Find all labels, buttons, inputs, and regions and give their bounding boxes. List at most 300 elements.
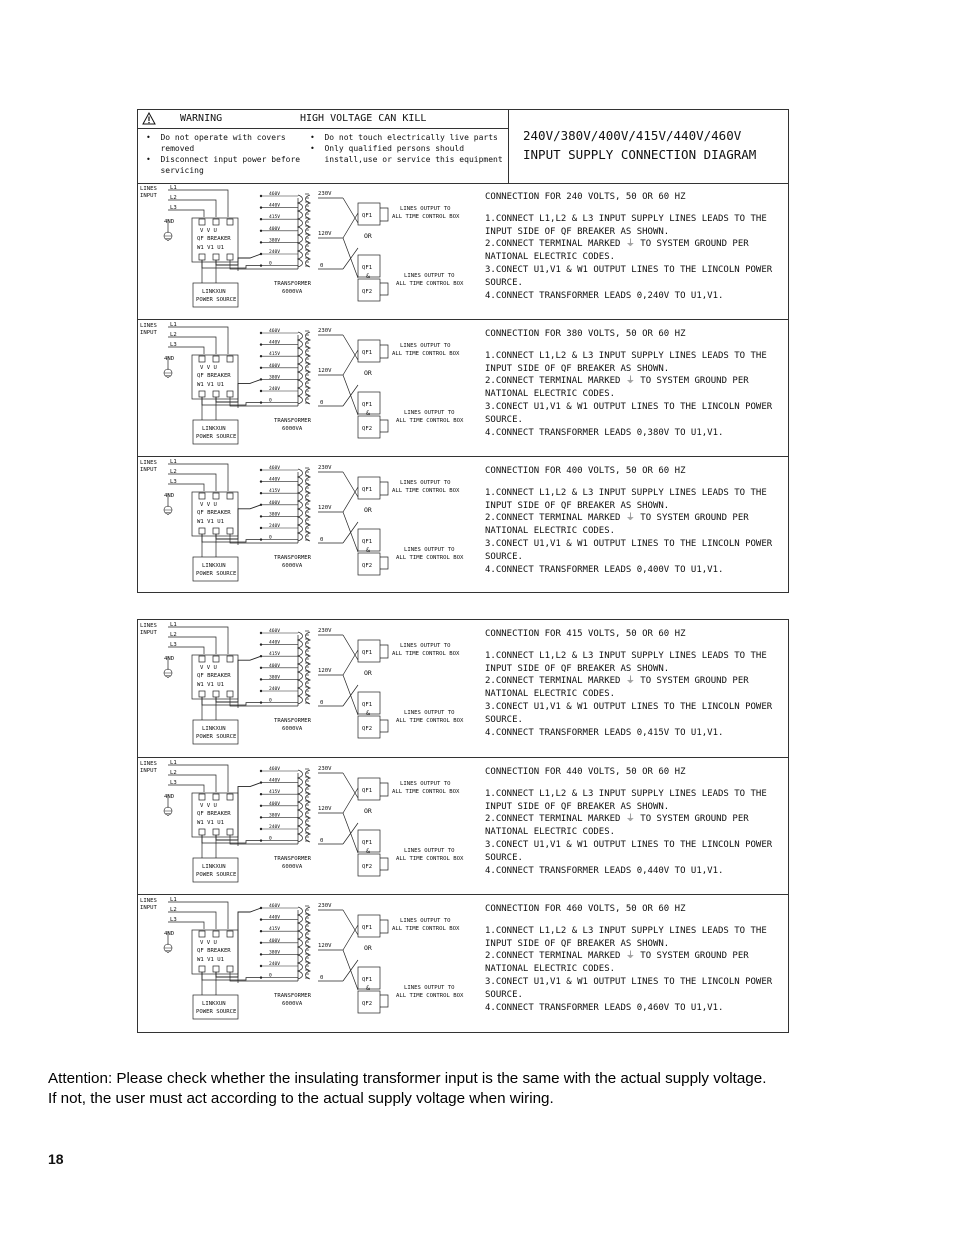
transformer-tap-label: 415V [269,352,281,358]
diagram-title: INPUT SUPPLY CONNECTION DIAGRAM [523,147,757,162]
connection-title: CONNECTION FOR 460 VOLTS, 50 OR 60 HZ [485,904,686,914]
transformer-tap-terminal [260,781,262,783]
transformer-tap-terminal [260,230,262,232]
wiring-schematic [138,758,483,895]
neutral-wire [202,534,261,542]
and-label: & [366,409,370,417]
transformer-tap-label: 400V [269,938,281,944]
warning-bullet: • Do not touch electrically live parts [310,133,498,142]
breaker-output-label: W1 V1 U1 [197,382,224,388]
transformer-tap-label: 380V [269,813,281,819]
ground-label: 4ND [164,794,175,800]
instruction-step: 3.CONECT U1,V1 & W1 OUTPUT LINES TO THE LINCOLN POWER [485,839,773,850]
transformer-tap-terminal [260,930,262,932]
instruction-step: 2.CONNECT TERMINAL MARKED ⏚ TO SYSTEM GROUND PER [485,376,749,387]
transformer-tap-label: 440V [269,640,281,646]
l1-label: L1 [170,622,177,628]
diagram-title-box [509,110,788,183]
transformer-tap-label: 0 [269,973,272,979]
instruction-step: 1.CONNECT L1,L2 & L3 INPUT SUPPLY LINES LEADS TO THE [485,350,767,361]
instruction-step: 4.CONNECT TRANSFORMER LEADS 0,460V TO U1,V1. [485,1002,724,1013]
l3-label: L3 [170,780,177,786]
neutral-wire [202,835,261,843]
l1-label: L1 [170,760,177,766]
transformer-tap-label: 240V [269,250,281,255]
instruction-step: 2.CONNECT TERMINAL MARKED ⏚ TO SYSTEM GROUND PER [485,513,749,524]
or-label: OR [364,944,372,952]
instruction-step: SOURCE. [485,551,523,562]
transformer-tap-terminal [260,401,262,403]
wiring-diagram [138,457,483,594]
transformer-label: TRANSFORMER [274,718,312,724]
breaker-output-label: W1 V1 U1 [197,245,224,251]
ground-label: 4ND [164,656,175,662]
and-label: & [366,709,370,717]
power-source-label: LINKXUN [202,864,226,870]
transformer-tap-terminal [260,690,262,692]
active-tap-wire [216,656,261,702]
power-source-label: LINKXUN [202,563,226,569]
secondary-0-label: 0 [320,975,324,981]
qf1-label: QF1 [362,650,373,656]
connection-instructions [485,766,788,877]
breaker-terminal-label: V V U [200,803,217,809]
qf1-label: QF1 [362,265,373,271]
transformer-tap-terminal [260,206,262,208]
power-source-label: POWER SOURCE [196,872,237,878]
instruction-step: 2.CONNECT TERMINAL MARKED ⏚ TO SYSTEM GROUND PER [485,239,749,250]
transformer-tap-terminal [260,492,262,494]
qf1-label: QF1 [362,840,373,846]
or-label: OR [364,369,372,377]
lines-output-label: LINES OUTPUT TO [404,410,455,416]
transformer-rating: 6000VA [282,289,303,295]
transformer-tap-label: 415V [269,790,281,796]
connection-section-380 [138,319,788,457]
transformer-rating: 6000VA [282,864,303,870]
transformer-tap-terminal [260,504,262,506]
transformer-tap-terminal [260,469,262,471]
instruction-step: 4.CONNECT TRANSFORMER LEADS 0,240V TO U1,V1. [485,290,724,301]
and-label: & [366,984,370,992]
transformer-tap-label: 380V [269,375,281,381]
instruction-step: NATIONAL ELECTRIC CODES. [485,964,616,975]
wiring-diagram [138,620,483,757]
transformer-tap-label: 440V [269,915,281,921]
qf1-label: QF1 [362,539,373,545]
power-source-label: POWER SOURCE [196,434,237,440]
secondary-0-label: 0 [320,400,324,406]
attention-note [48,1069,928,1109]
transformer-tap-label: 415V [269,489,281,495]
lines-output-label: ALL TIME CONTROL BOX [396,718,464,724]
lines-output-label: LINES OUTPUT TO [400,918,451,924]
lines-output-label: ALL TIME CONTROL BOX [396,418,464,424]
instruction-step: SOURCE. [485,277,523,288]
connection-diagram-panel-upper [137,109,789,593]
breaker-label: QF BREAKER [197,673,231,679]
instruction-step: 1.CONNECT L1,L2 & L3 INPUT SUPPLY LINES LEADS TO THE [485,487,767,498]
secondary-0-label: 0 [320,537,324,543]
instruction-step: 3.CONECT U1,V1 & W1 OUTPUT LINES TO THE LINCOLN POWER [485,264,773,275]
transformer-tap-terminal [260,538,262,540]
breaker-terminal-label: V V U [200,365,217,371]
lines-output-label: LINES OUTPUT TO [400,206,451,212]
transformer-rating: 6000VA [282,1001,303,1007]
transformer-label: TRANSFORMER [274,418,312,424]
warning-row [138,110,508,129]
qf2-label: QF2 [362,563,373,569]
transformer-tap-terminal [260,976,262,978]
transformer-tap-label: 460V [269,329,281,334]
l3-label: L3 [170,642,177,648]
instruction-step: 3.CONECT U1,V1 & W1 OUTPUT LINES TO THE LINCOLN POWER [485,538,773,549]
l3-label: L3 [170,917,177,923]
connection-instructions [485,328,788,439]
connection-section-240 [138,183,788,320]
secondary-120-label: 120V [318,368,332,374]
transformer-tap-terminal [260,367,262,369]
l2-label: L2 [170,770,177,776]
transformer-tap-label: 400V [269,226,281,232]
breaker-label: QF BREAKER [197,373,231,379]
transformer-tap-label: 440V [269,477,281,483]
and-label: & [366,272,370,280]
transformer-tap-label: 460V [269,767,281,772]
lines-output-label: LINES OUTPUT TO [404,710,455,716]
qf1-label: QF1 [362,402,373,408]
transformer-tap-label: 0 [269,836,272,842]
instruction-step: SOURCE. [485,852,523,863]
transformer-tap-terminal [260,805,262,807]
instruction-step: 1.CONNECT L1,L2 & L3 INPUT SUPPLY LINES LEADS TO THE [485,788,767,799]
breaker-label: QF BREAKER [197,510,231,516]
lines-output-label: ALL TIME CONTROL BOX [396,856,464,862]
transformer-tap-label: 240V [269,387,281,392]
instruction-step: INPUT SIDE OF QF BREAKER AS SHOWN. [485,363,670,374]
neutral-wire [202,697,261,705]
instruction-step: 2.CONNECT TERMINAL MARKED ⏚ TO SYSTEM GROUND PER [485,814,749,825]
wiring-diagram [138,895,483,1032]
instruction-step: 3.CONECT U1,V1 & W1 OUTPUT LINES TO THE LINCOLN POWER [485,701,773,712]
lines-input-label: INPUT [140,330,157,336]
diagram-title-voltages: 240V/380V/400V/415V/440V/460V [523,128,742,143]
and-label: & [366,847,370,855]
transformer-tap-label: 380V [269,675,281,681]
connection-instructions [485,903,788,1014]
or-label: OR [364,669,372,677]
lines-output-label: LINES OUTPUT TO [400,480,451,486]
qf2-label: QF2 [362,289,373,295]
transformer-tap-terminal [260,390,262,392]
instruction-step: NATIONAL ELECTRIC CODES. [485,252,616,263]
transformer-tap-label: 380V [269,512,281,518]
transformer-label: TRANSFORMER [274,856,312,862]
lines-output-label: LINES OUTPUT TO [404,273,455,279]
transformer-tap-label: 380V [269,238,281,244]
warning-bullet: • Only qualified persons should install,use or service this equipment [310,144,503,164]
transformer-tap-terminal [260,264,262,266]
transformer-tap-label: 415V [269,215,281,221]
secondary-230-label: 230V [318,191,332,197]
instruction-step: NATIONAL ELECTRIC CODES. [485,526,616,537]
qf2-label: QF2 [362,1001,373,1007]
transformer-tap-terminal [260,332,262,334]
transformer-tap-terminal [260,195,262,197]
lines-input-label: LINES [140,186,157,192]
ground-label: 4ND [164,493,175,499]
lines-output-label: ALL TIME CONTROL BOX [392,651,460,657]
qf1-label: QF1 [362,350,373,356]
transformer-tap-label: 400V [269,363,281,369]
lines-input-label: INPUT [140,630,157,636]
transformer-tap-label: 0 [269,261,272,267]
connection-instructions [485,628,788,739]
wiring-schematic [138,320,483,457]
power-source-label: LINKXUN [202,426,226,432]
transformer-tap-terminal [260,953,262,955]
secondary-120-label: 120V [318,505,332,511]
or-label: OR [364,506,372,514]
lines-output-label: ALL TIME CONTROL BOX [396,555,464,561]
lines-output-label: LINES OUTPUT TO [400,643,451,649]
active-tap-wire [216,908,261,977]
transformer-tap-terminal [260,678,262,680]
transformer-rating: 6000VA [282,726,303,732]
lines-output-label: LINES OUTPUT TO [404,547,455,553]
l3-label: L3 [170,342,177,348]
secondary-230-label: 230V [318,465,332,471]
transformer-tap-label: 415V [269,927,281,933]
connection-section-415 [138,620,788,757]
instruction-step: INPUT SIDE OF QF BREAKER AS SHOWN. [485,938,670,949]
secondary-120-label: 120V [318,943,332,949]
secondary-0-label: 0 [320,263,324,269]
instruction-step: INPUT SIDE OF QF BREAKER AS SHOWN. [485,801,670,812]
l2-label: L2 [170,195,177,201]
connection-section-400 [138,456,788,594]
transformer-tap-label: 400V [269,801,281,807]
transformer-rating: 6000VA [282,426,303,432]
ground-label: 4ND [164,219,175,225]
wiring-schematic [138,620,483,757]
lines-input-label: LINES [140,761,157,767]
transformer-tap-label: 460V [269,904,281,909]
transformer-tap-label: 0 [269,698,272,704]
connection-title: CONNECTION FOR 400 VOLTS, 50 OR 60 HZ [485,466,686,476]
power-source-label: POWER SOURCE [196,734,237,740]
transformer-tap-terminal [260,907,262,909]
transformer-tap-terminal [260,378,262,380]
lines-input-label: INPUT [140,467,157,473]
attention-line-1: Attention: Please check whether the insulating transformer input is the same with the actual supply voltage. [48,1070,767,1087]
instruction-step: INPUT SIDE OF QF BREAKER AS SHOWN. [485,663,670,674]
qf2-label: QF2 [362,426,373,432]
wiring-schematic [138,457,483,594]
transformer-tap-terminal [260,793,262,795]
transformer-label: TRANSFORMER [274,555,312,561]
lines-output-label: ALL TIME CONTROL BOX [396,281,464,287]
breaker-terminal-label: V V U [200,665,217,671]
transformer-tap-label: 240V [269,825,281,830]
power-source-label: LINKXUN [202,726,226,732]
warning-triangle-icon [142,112,156,125]
lines-output-label: ALL TIME CONTROL BOX [392,926,460,932]
connection-title: CONNECTION FOR 240 VOLTS, 50 OR 60 HZ [485,192,686,202]
l1-label: L1 [170,185,177,191]
transformer-tap-label: 0 [269,535,272,541]
transformer-tap-label: 400V [269,500,281,506]
secondary-120-label: 120V [318,668,332,674]
connection-instructions [485,465,788,576]
lines-output-label: ALL TIME CONTROL BOX [392,214,460,220]
qf2-label: QF2 [362,864,373,870]
power-source-label: LINKXUN [202,289,226,295]
neutral-wire [202,972,261,980]
breaker-output-label: W1 V1 U1 [197,519,224,525]
instruction-step: 3.CONECT U1,V1 & W1 OUTPUT LINES TO THE LINCOLN POWER [485,976,773,987]
connection-instructions [485,191,788,302]
warning-bullets-left [146,132,306,176]
transformer-tap-terminal [260,241,262,243]
lines-output-label: ALL TIME CONTROL BOX [392,488,460,494]
l2-label: L2 [170,469,177,475]
breaker-output-label: W1 V1 U1 [197,957,224,963]
qf1-label: QF1 [362,977,373,983]
power-source-label: POWER SOURCE [196,1009,237,1015]
lines-output-label: ALL TIME CONTROL BOX [396,993,464,999]
l3-label: L3 [170,479,177,485]
qf2-label: QF2 [362,726,373,732]
transformer-tap-label: 460V [269,629,281,634]
transformer-tap-terminal [260,480,262,482]
instruction-step: NATIONAL ELECTRIC CODES. [485,827,616,838]
transformer-tap-terminal [260,816,262,818]
qf1-label: QF1 [362,487,373,493]
l2-label: L2 [170,632,177,638]
breaker-terminal-label: V V U [200,940,217,946]
transformer-tap-terminal [260,667,262,669]
instruction-step: INPUT SIDE OF QF BREAKER AS SHOWN. [485,226,670,237]
transformer-tap-terminal [260,355,262,357]
power-source-label: POWER SOURCE [196,571,237,577]
transformer-tap-label: 460V [269,466,281,471]
transformer-tap-label: 0 [269,398,272,404]
secondary-230-label: 230V [318,628,332,634]
transformer-tap-terminal [260,839,262,841]
connection-section-460 [138,894,788,1032]
instruction-step: 3.CONECT U1,V1 & W1 OUTPUT LINES TO THE LINCOLN POWER [485,401,773,412]
ground-label: 4ND [164,356,175,362]
lines-input-label: LINES [140,623,157,629]
wiring-diagram [138,183,483,320]
or-label: OR [364,232,372,240]
warning-label: WARNING [180,113,223,124]
instruction-step: 2.CONNECT TERMINAL MARKED ⏚ TO SYSTEM GROUND PER [485,951,749,962]
wiring-diagram [138,320,483,457]
breaker-terminal-label: V V U [200,228,217,234]
transformer-tap-label: 440V [269,203,281,209]
transformer-tap-terminal [260,655,262,657]
transformer-tap-terminal [260,527,262,529]
lines-output-label: ALL TIME CONTROL BOX [392,789,460,795]
instruction-step: SOURCE. [485,989,523,1000]
transformer-tap-terminal [260,701,262,703]
qf1-label: QF1 [362,925,373,931]
warning-bullet: • Do not operate with covers removed [146,133,286,153]
transformer-tap-terminal [260,965,262,967]
active-tap-wire [216,254,261,265]
warning-bullets-right [310,132,506,165]
lines-input-label: INPUT [140,905,157,911]
and-label: & [366,546,370,554]
transformer-tap-label: 415V [269,652,281,658]
secondary-120-label: 120V [318,231,332,237]
lines-output-label: LINES OUTPUT TO [400,781,451,787]
lines-input-label: INPUT [140,768,157,774]
transformer-tap-terminal [260,253,262,255]
transformer-tap-terminal [260,643,262,645]
wiring-diagram [138,758,483,895]
connection-diagram-panel-lower [137,619,789,1033]
secondary-230-label: 230V [318,903,332,909]
transformer-tap-terminal [260,828,262,830]
breaker-label: QF BREAKER [197,236,231,242]
ground-label: 4ND [164,931,175,937]
warning-bullet: • Disconnect input power before servicing [146,155,301,175]
secondary-230-label: 230V [318,328,332,334]
transformer-tap-label: 460V [269,192,281,197]
lines-output-label: LINES OUTPUT TO [404,848,455,854]
connection-title: CONNECTION FOR 380 VOLTS, 50 OR 60 HZ [485,329,686,339]
transformer-tap-terminal [260,632,262,634]
lines-input-label: LINES [140,323,157,329]
breaker-label: QF BREAKER [197,811,231,817]
transformer-tap-label: 400V [269,663,281,669]
instruction-step: 1.CONNECT L1,L2 & L3 INPUT SUPPLY LINES LEADS TO THE [485,650,767,661]
instruction-step: 2.CONNECT TERMINAL MARKED ⏚ TO SYSTEM GROUND PER [485,676,749,687]
neutral-wire [202,260,261,268]
transformer-label: TRANSFORMER [274,993,312,999]
instruction-step: 1.CONNECT L1,L2 & L3 INPUT SUPPLY LINES LEADS TO THE [485,925,767,936]
transformer-rating: 6000VA [282,563,303,569]
lines-output-label: ALL TIME CONTROL BOX [392,351,460,357]
power-source-label: POWER SOURCE [196,297,237,303]
breaker-output-label: W1 V1 U1 [197,682,224,688]
instruction-step: NATIONAL ELECTRIC CODES. [485,689,616,700]
l2-label: L2 [170,907,177,913]
l1-label: L1 [170,897,177,903]
breaker-label: QF BREAKER [197,948,231,954]
l1-label: L1 [170,459,177,465]
secondary-120-label: 120V [318,806,332,812]
transformer-tap-terminal [260,770,262,772]
transformer-tap-terminal [260,942,262,944]
l3-label: L3 [170,205,177,211]
transformer-tap-label: 240V [269,687,281,692]
qf1-label: QF1 [362,788,373,794]
secondary-230-label: 230V [318,766,332,772]
lines-output-label: LINES OUTPUT TO [400,343,451,349]
transformer-tap-label: 440V [269,778,281,784]
connection-title: CONNECTION FOR 440 VOLTS, 50 OR 60 HZ [485,767,686,777]
transformer-tap-label: 240V [269,524,281,529]
transformer-tap-terminal [260,918,262,920]
wiring-schematic [138,183,483,320]
transformer-tap-label: 380V [269,950,281,956]
instruction-step: NATIONAL ELECTRIC CODES. [485,389,616,400]
instruction-step: 4.CONNECT TRANSFORMER LEADS 0,440V TO U1,V1. [485,865,724,876]
